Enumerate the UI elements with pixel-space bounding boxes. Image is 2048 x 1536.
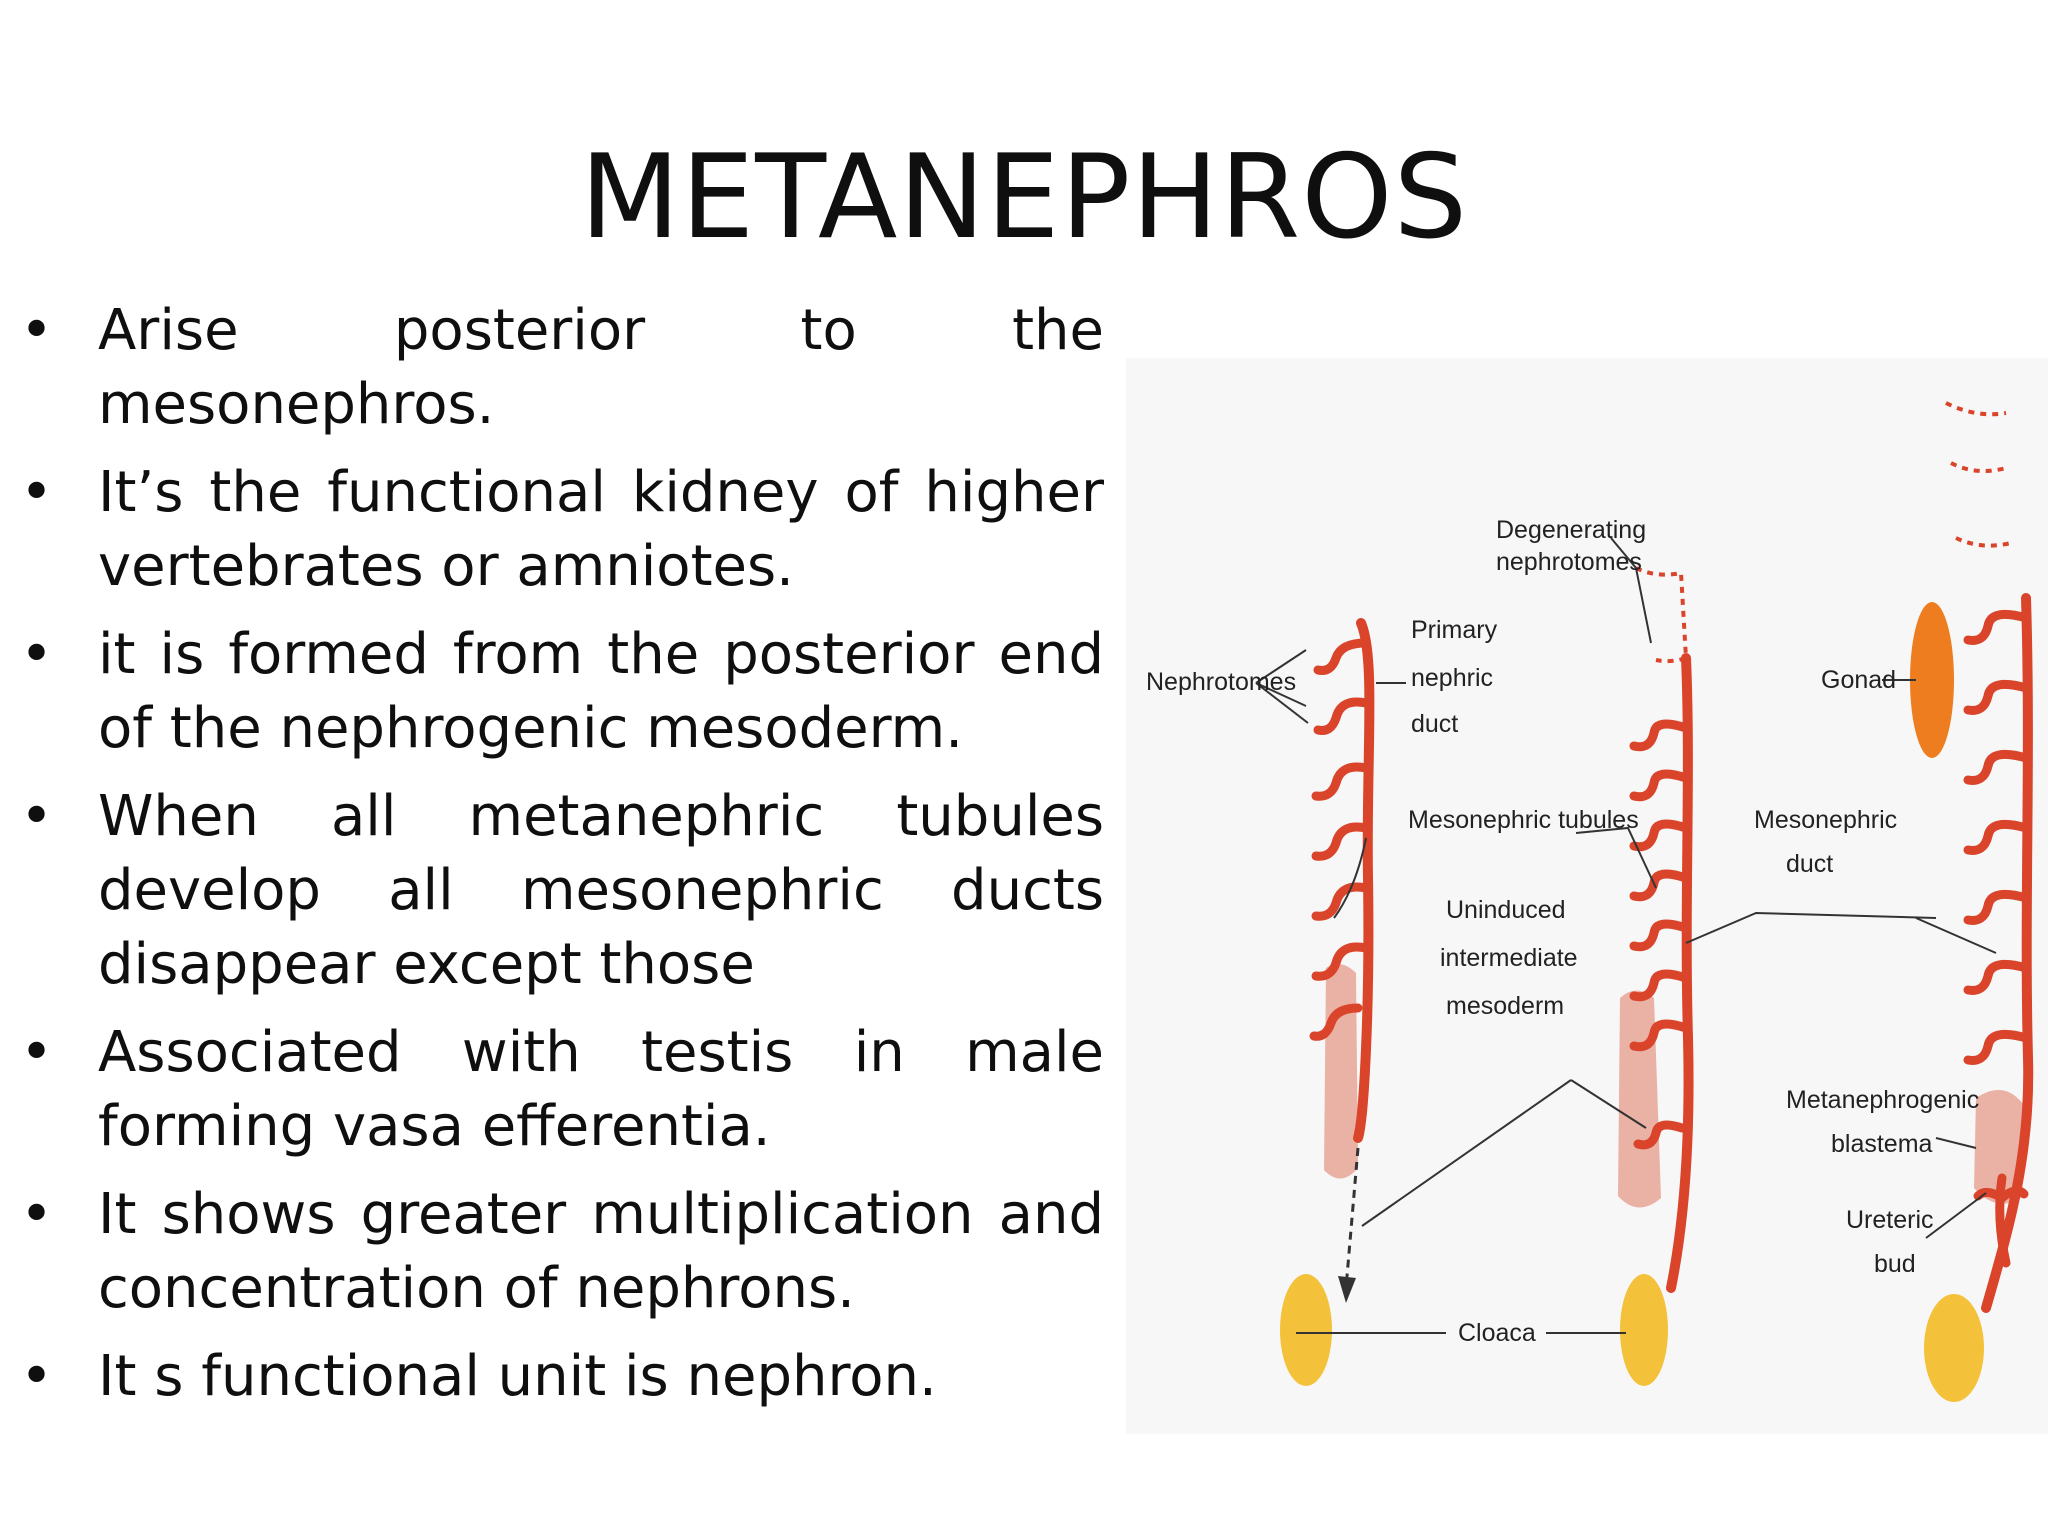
- mesonephric-tubule: [1968, 824, 2026, 850]
- label-uninduced-mesoderm: mesoderm: [1446, 992, 1565, 1020]
- gonad-shape: [1910, 602, 1954, 758]
- bullet-item: • it is formed from the posterior end of the nephrogenic mesoderm.: [20, 618, 1104, 766]
- mesonephric-tubule: [1968, 614, 2026, 640]
- label-primary-nephric-duct: Primary: [1411, 616, 1498, 644]
- nephrotome: [1318, 702, 1366, 731]
- degenerating-nephrotomes-shape: [1636, 568, 1686, 661]
- bullet-list: [20, 294, 1104, 1428]
- mesonephric-tubule: [1634, 774, 1686, 797]
- cloaca-shape: [1620, 1274, 1668, 1386]
- mesonephric-tubule: [1634, 824, 1686, 847]
- label-metanephrogenic-blastema: blastema: [1831, 1130, 1933, 1158]
- bullet-item: • It’s the functional kidney of higher vertebrates or amniotes.: [20, 456, 1104, 604]
- mesonephric-tubule: [1968, 684, 2026, 710]
- slide-title: METANEPHROS: [579, 130, 1469, 265]
- label-degenerating: nephrotomes: [1496, 548, 1642, 576]
- mesonephric-tubule: [1634, 924, 1686, 947]
- label-uninduced-mesoderm: Uninduced: [1446, 896, 1566, 924]
- bullet-item: • It s functional unit is nephron.: [20, 1340, 1104, 1414]
- label-uninduced-mesoderm: intermediate: [1440, 944, 1578, 972]
- label-gonad: Gonad: [1821, 666, 1897, 694]
- label-mesonephric-duct: Mesonephric: [1754, 806, 1898, 834]
- bullet-item: • When all metanephric tubules develop all mesonephric ducts disappear except those: [20, 780, 1104, 1002]
- nephrotome: [1316, 827, 1366, 856]
- mesonephric-tubule: [1968, 894, 2026, 920]
- label-primary-nephric-duct: duct: [1411, 710, 1459, 738]
- label-cloaca: Cloaca: [1458, 1319, 1536, 1347]
- bullet-item: • Arise posterior to the mesonephros.: [20, 294, 1104, 442]
- mesonephric-tubule: [1634, 974, 1686, 997]
- mesonephric-tubule: [1634, 724, 1686, 747]
- nephrotome: [1316, 767, 1366, 796]
- label-ureteric-bud: Ureteric: [1846, 1206, 1934, 1234]
- mesonephric-tubule: [1968, 964, 2026, 990]
- kidney-development-diagram: [1126, 358, 2048, 1434]
- stage-3-metanephros: [1910, 403, 2028, 1402]
- arrow-head: [1338, 1276, 1356, 1303]
- figure-labels: [1146, 516, 1979, 1347]
- cloaca-shape: [1924, 1294, 1984, 1402]
- label-mesonephric-tubules: Mesonephric tubules: [1408, 806, 1639, 834]
- cloaca-shape: [1280, 1274, 1332, 1386]
- stage-2-mesonephros: [1618, 568, 1689, 1386]
- mesonephric-tubule: [1968, 754, 2026, 780]
- degenerating-top: [1946, 403, 2011, 546]
- ureteric-bud-shape: [1978, 1178, 2024, 1263]
- label-degenerating: Degenerating: [1496, 516, 1647, 544]
- nephrotome: [1318, 643, 1366, 671]
- bullet-item: • Associated with testis in male forming vasa efferentia.: [20, 1016, 1104, 1164]
- label-nephrotomes: Nephrotomes: [1146, 668, 1297, 696]
- label-mesonephric-duct: duct: [1786, 850, 1834, 878]
- nephrotome: [1316, 887, 1366, 916]
- mesonephric-tubule: [1634, 874, 1686, 897]
- label-metanephrogenic-blastema: Metanephrogenic: [1786, 1086, 1980, 1114]
- label-ureteric-bud: bud: [1874, 1250, 1916, 1278]
- mesoderm-region: [1324, 964, 1358, 1179]
- kidney-development-figure: [1126, 358, 2048, 1434]
- bullet-item: • It shows greater multiplication and concentration of nephrons.: [20, 1178, 1104, 1326]
- mesonephric-tubule: [1968, 1034, 2026, 1060]
- stage-1-pronephros: [1280, 623, 1369, 1386]
- label-primary-nephric-duct: nephric: [1411, 664, 1493, 692]
